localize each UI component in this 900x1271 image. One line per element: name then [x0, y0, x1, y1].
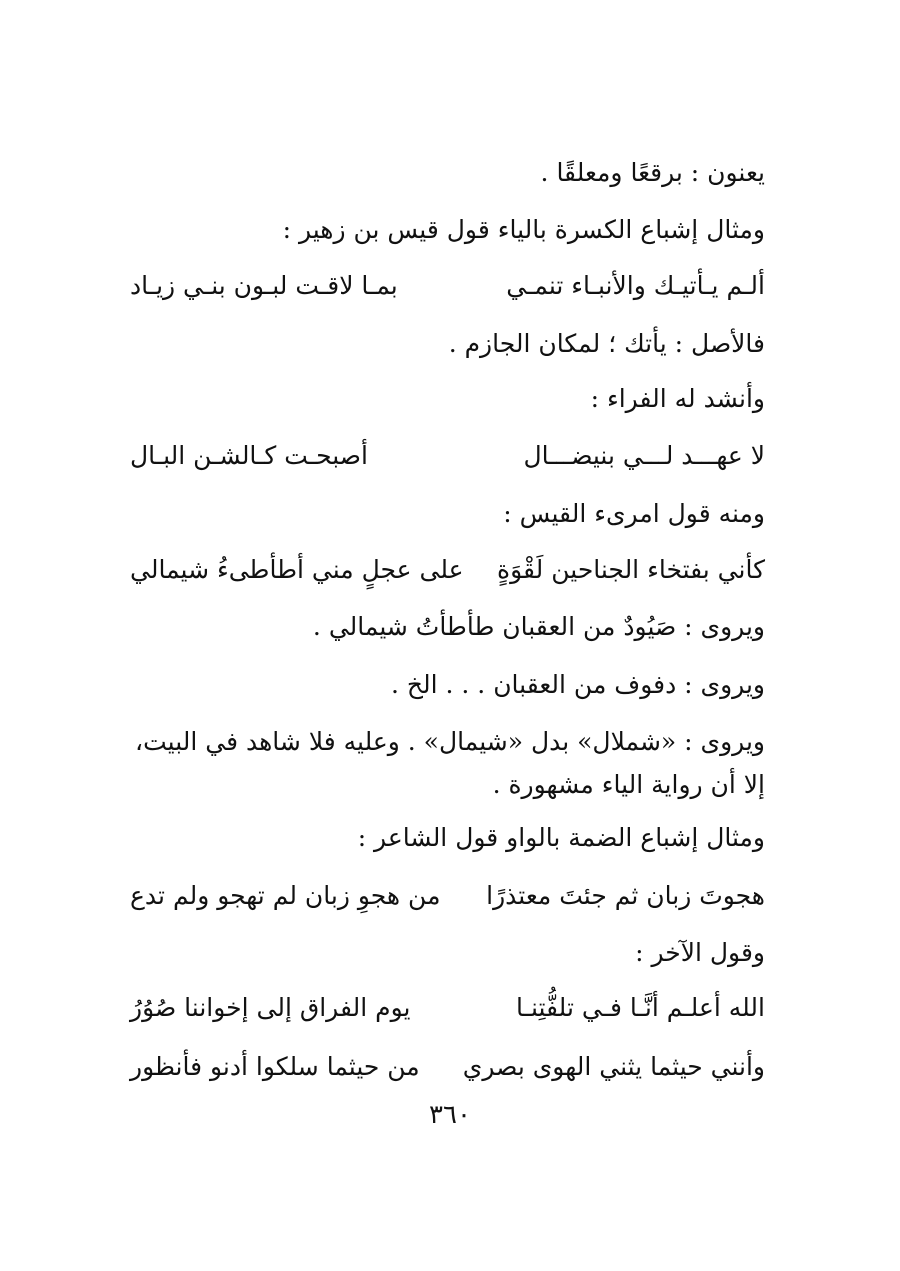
prose-line: ويروى : صَيُودٌ من العقبان طأطأتُ شيمالي . [312, 612, 765, 641]
verse-line [130, 436, 765, 476]
prose-line: ومثال إشباع الكسرة بالياء قول قيس بن زهير : [282, 215, 765, 244]
verse-second-hemistich: يوم الفراق إلى إخواننا صُوُرُ [130, 993, 411, 1022]
prose-line: وقول الآخر : [635, 938, 765, 967]
verse-first-hemistich: الله أعلـم أنَّـا فـي تلفُّتِنـا [516, 993, 765, 1022]
prose-line: ويروى : «شملال» بدل «شيمال» . وعليه فلا شاهد في البيت، [135, 727, 765, 756]
verse-first-hemistich: هجوتَ زبان ثم جئتَ معتذرًا [486, 881, 765, 910]
verse-line [130, 550, 765, 590]
page-number: ٣٦٠ [429, 1100, 471, 1130]
verse-second-hemistich: بمـا لاقـت لبـون بنـي زيـاد [130, 271, 398, 300]
prose-line: إلا أن رواية الياء مشهورة . [492, 770, 765, 799]
verse-line [130, 988, 765, 1028]
verse-first-hemistich: كأني بفتخاء الجناحين لَقْوَةٍ [497, 555, 765, 584]
verse-first-hemistich: وأنني حيثما يثني الهوى بصري [462, 1052, 765, 1081]
verse-line [130, 266, 765, 306]
verse-line [130, 1047, 765, 1087]
prose-line: وأنشد له الفراء : [590, 384, 765, 413]
prose-line: ويروى : دفوف من العقبان . . . الخ . [390, 670, 765, 699]
verse-first-hemistich: لا عهـــد لـــي بنيضـــال [523, 441, 765, 470]
verse-first-hemistich: ألـم يـأتيـك والأنبـاء تنمـي [506, 271, 765, 300]
prose-line: يعنون : برقعًا ومعلقًا . [540, 158, 765, 187]
verse-second-hemistich: من هجوِ زبان لم تهجو ولم تدع [130, 881, 441, 910]
verse-second-hemistich: من حيثما سلكوا أدنو فأنظور [130, 1052, 420, 1081]
prose-line: ومنه قول امرىء القيس : [503, 499, 765, 528]
prose-line: ومثال إشباع الضمة بالواو قول الشاعر : [357, 823, 765, 852]
verse-second-hemistich: على عجلٍ مني أطأطىءُ شيمالي [130, 555, 464, 584]
verse-second-hemistich: أصبحـت كـالشـن البـال [130, 441, 368, 470]
verse-line [130, 876, 765, 916]
prose-line: فالأصل : يأتك ؛ لمكان الجازم . [448, 329, 765, 358]
